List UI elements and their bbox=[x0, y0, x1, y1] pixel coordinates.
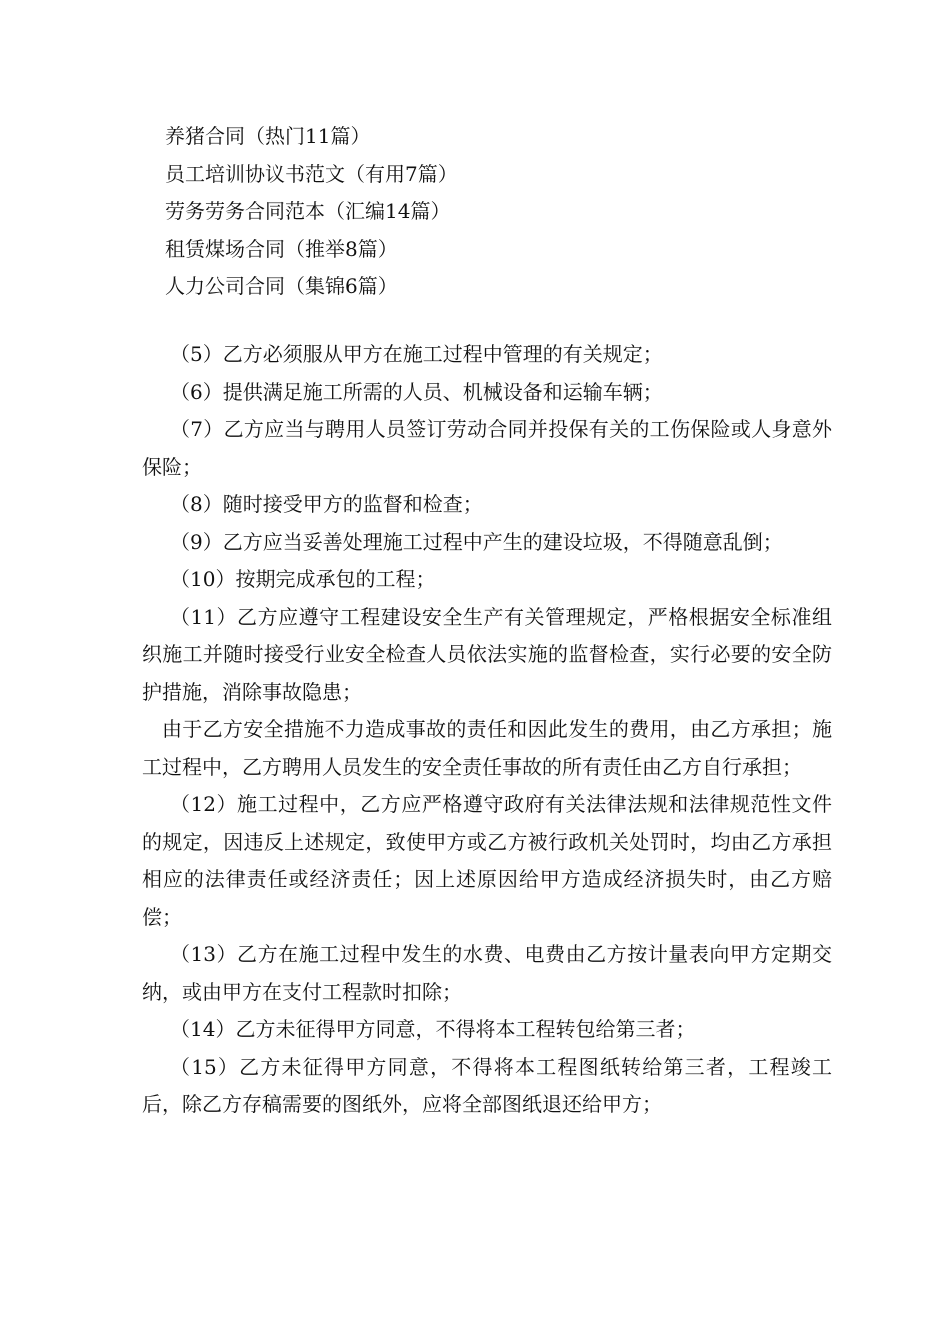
clause-paragraph: （15）乙方未征得甲方同意，不得将本工程图纸转给第三者，工程竣工后，除乙方存稿需要的图纸外，应将全部图纸退还给甲方； bbox=[142, 1054, 832, 1116]
related-documents-list bbox=[165, 118, 785, 306]
contract-body bbox=[142, 336, 832, 1124]
clause-paragraph: （7）乙方应当与聘用人员签订劳动合同并投保有关的工伤保险或人身意外保险； bbox=[142, 417, 832, 479]
clause-paragraph: （11）乙方应遵守工程建设安全生产有关管理规定，严格根据安全标准组织施工并随时接受行业安全检查人员依法实施的监督检查，实行必要的安全防护措施，消除事故隐患； bbox=[142, 604, 832, 704]
clause-paragraph: （8）随时接受甲方的监督和检查； bbox=[170, 492, 483, 516]
clause-paragraph: （10）按期完成承包的工程； bbox=[170, 567, 436, 591]
clause-paragraph: （6）提供满足施工所需的人员、机械设备和运输车辆； bbox=[170, 379, 663, 404]
clause-paragraph: （13）乙方在施工过程中发生的水费、电费由乙方按计量表向甲方定期交纳，或由甲方在支付工程款时扣除； bbox=[142, 942, 832, 1004]
clause-paragraph: （9）乙方应当妥善处理施工过程中产生的建设垃圾，不得随意乱倒； bbox=[170, 529, 783, 554]
related-link[interactable]: 劳务劳务合同范本（汇编14篇） bbox=[165, 199, 451, 223]
clause-paragraph: 由于乙方安全措施不力造成事故的责任和因此发生的费用，由乙方承担；施工过程中，乙方聘用人员发生的安全责任事故的所有责任由乙方自行承担； bbox=[142, 717, 832, 779]
clause-paragraph: （5）乙方必须服从甲方在施工过程中管理的有关规定； bbox=[170, 342, 663, 366]
related-link[interactable]: 养猪合同（热门11篇） bbox=[165, 124, 371, 148]
related-link[interactable]: 人力公司合同（集锦6篇） bbox=[165, 274, 398, 298]
related-link[interactable]: 租赁煤场合同（推举8篇） bbox=[165, 236, 398, 261]
clause-paragraph: （14）乙方未征得甲方同意，不得将本工程转包给第三者； bbox=[170, 1017, 696, 1041]
clause-paragraph: （12）施工过程中，乙方应严格遵守政府有关法律法规和法律规范性文件的规定，因违反上述规定，致使甲方或乙方被行政机关处罚时，均由乙方承担相应的法律责任或经济责任；因上述原因给甲方造成经济损失时，由乙方赔偿； bbox=[142, 792, 832, 929]
related-link[interactable]: 员工培训协议书范文（有用7篇） bbox=[165, 161, 458, 186]
